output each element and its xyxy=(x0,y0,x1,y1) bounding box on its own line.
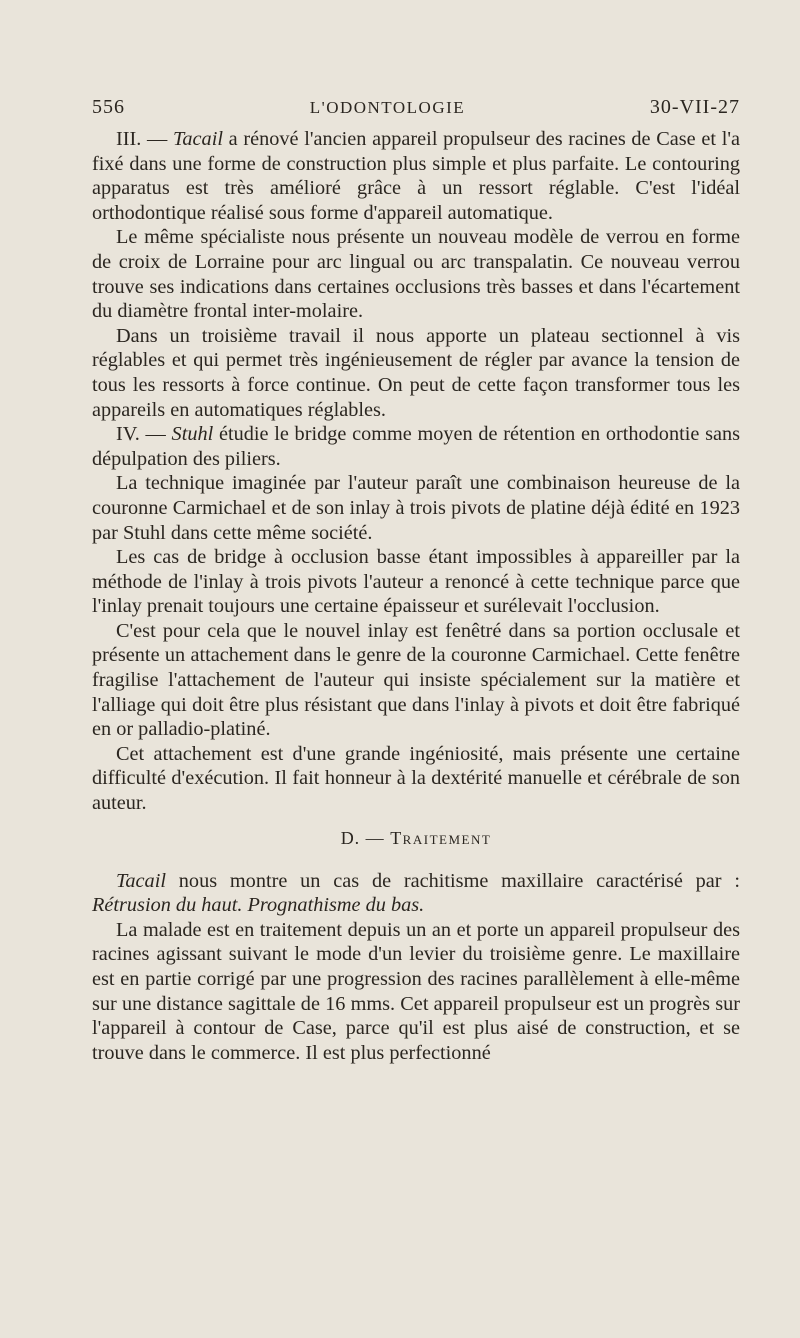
author-name: Tacail xyxy=(116,869,166,892)
paragraph-text: Cet attachement est d'une grande ingéniosité, mais présente une certaine difficulté d'exécution. Il fait honneur à la dextérité manuelle et cérébrale de son auteur. xyxy=(92,742,740,815)
paragraph-lead: III. — xyxy=(116,128,173,150)
paragraph xyxy=(92,422,740,471)
paragraph-text: Les cas de bridge à occlusion basse étant impossibles à appareiller par la méthode de l'inlay à trois pivots l'auteur a renoncé à cette technique parce que l'inlay prenait toujours une certaine épaisseur et surélevait l'occlusion. xyxy=(92,546,740,618)
diagnosis-text: Rétrusion du haut. Prognathisme du bas. xyxy=(92,894,425,917)
running-head xyxy=(92,96,740,119)
paragraph-text: a rénové l'ancien appareil propulseur des racines de Case et l'a fixé dans une forme de construction plus simple et plus parfaite. Le contouring apparatus est très amélioré grâce à un ressort réglable. C'est l'idéal orthodontique réalisé sous forme d'appareil automatique. xyxy=(92,128,740,224)
paragraph xyxy=(92,324,740,422)
paragraph xyxy=(92,918,740,1066)
paragraph xyxy=(92,127,740,225)
author-name: Tacail xyxy=(173,128,223,150)
paragraph-text: La technique imaginée par l'auteur paraît une combinaison heureuse de la couronne Carmichael et de son inlay à trois pivots de platine déjà édité en 1923 par Stuhl dans cette même société. xyxy=(92,472,740,544)
paragraph xyxy=(92,545,740,619)
section-letter: D. — xyxy=(340,827,391,848)
paragraph-text: La malade est en traitement depuis un an et porte un appareil propulseur des racines agissant suivant le mode d'un levier du troisième genre. Le maxillaire est en partie corrigé par une progression des racines parallèlement à elle-même sur une distance sagittale de 16 mms. Cet appareil propulseur est un progrès sur l'appareil à contour de Case, parce qu'il est plus aisé de construction, et se trouve dans le commerce. Il est plus perfectionné xyxy=(92,918,740,1064)
book-page xyxy=(92,96,740,1065)
journal-title: L'ODONTOLOGIE xyxy=(309,98,466,117)
issue-date: 30-VII-27 xyxy=(649,96,740,118)
section-title: Traitement xyxy=(390,827,492,848)
body-text xyxy=(92,127,740,1065)
author-name: Stuhl xyxy=(171,423,214,446)
paragraph xyxy=(92,471,740,545)
paragraph xyxy=(92,225,740,323)
paragraph-text: Le même spécialiste nous présente un nouveau modèle de verrou en forme de croix de Lorraine pour arc lingual ou arc transpalatin. Ce nouveau verrou trouve ses indications dans certaines occlusions très basses et dans l'écartement du diamètre frontal inter-molaire. xyxy=(92,226,740,323)
paragraph-text: nous montre un cas de rachitisme maxillaire caractérisé par : xyxy=(165,869,740,892)
paragraph-text: étudie le bridge comme moyen de rétention en orthodontie sans dépulpation des piliers. xyxy=(92,423,740,470)
page-number: 556 xyxy=(92,96,125,118)
section-heading xyxy=(92,828,740,849)
paragraph xyxy=(92,869,740,918)
paragraph-lead: IV. — xyxy=(116,423,172,446)
paragraph xyxy=(92,619,740,742)
paragraph-text: Dans un troisième travail il nous apporte un plateau sectionnel à vis réglables et qui permet très ingénieusement de régler par avance la tension de tous les ressorts à force continue. On peut de cette façon transformer tous les appareils en automatiques réglables. xyxy=(92,324,740,421)
paragraph xyxy=(92,742,740,816)
paragraph-text: C'est pour cela que le nouvel inlay est fenêtré dans sa portion occlusale et présente un attachement dans le genre de la couronne Carmichael. Cette fenêtre fragilise l'attachement de l'auteur qui insiste spécialement sur la matière et l'alliage qui doit être plus résistant que dans l'inlay à pivots et doit être fabriqué en or palladio-platiné. xyxy=(92,619,740,741)
